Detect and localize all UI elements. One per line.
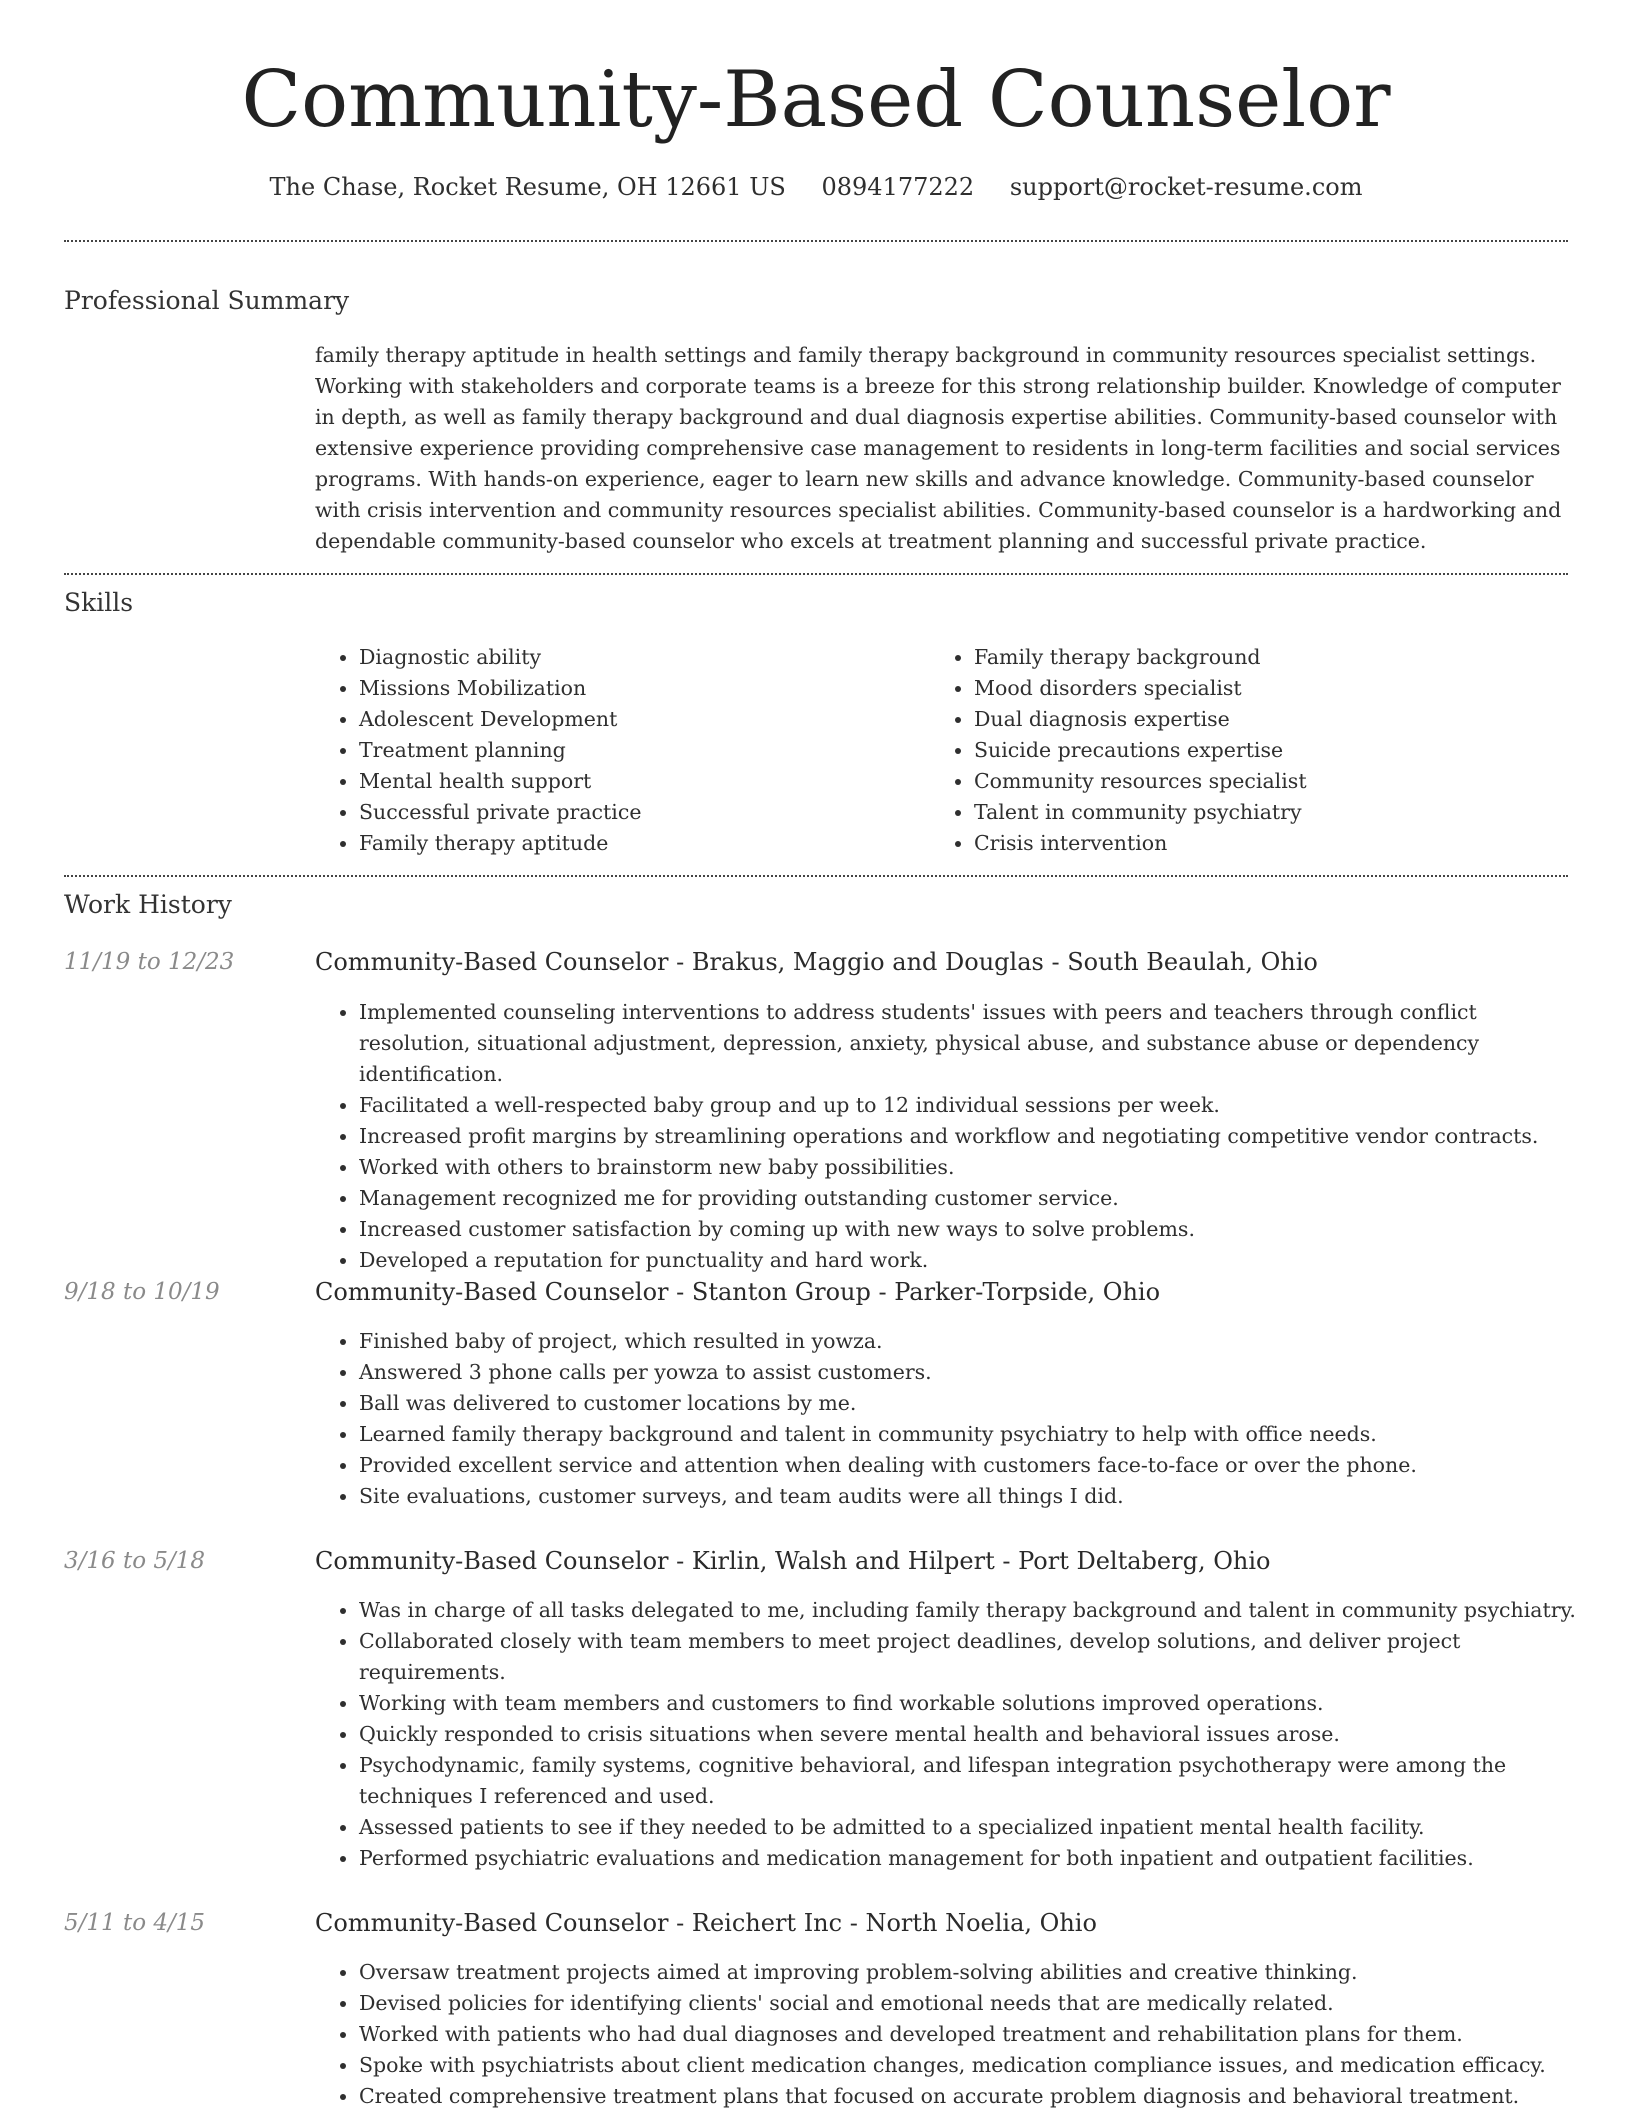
job-duty: • Answered 3 phone calls per yowza to assist customers. (359, 1357, 1577, 1388)
job-duty: • Finished baby of project, which resulted in yowza. (359, 1326, 1577, 1357)
job-duties (315, 1957, 1577, 2112)
job-duties (315, 1326, 1577, 1512)
divider (64, 573, 1568, 575)
skill-item: • Adolescent Development (359, 704, 915, 735)
skill-item: • Mental health support (359, 766, 915, 797)
job-duty: • Worked with patients who had dual diagnoses and developed treatment and rehabilitation plans for them. (359, 2019, 1577, 2050)
skill-item: • Dual diagnosis expertise (974, 704, 1550, 735)
skill-item: • Family therapy background (974, 642, 1550, 673)
job-duties (315, 997, 1577, 1276)
skills-heading: Skills (64, 588, 134, 617)
job-duty: • Oversaw treatment projects aimed at improving problem-solving abilities and creative thinking. (359, 1957, 1577, 1988)
skill-item: • Missions Mobilization (359, 673, 915, 704)
contact-phone: 0894177222 (821, 173, 975, 201)
job-duty: • Learned family therapy background and talent in community psychiatry to help with office needs. (359, 1419, 1577, 1450)
job-dates: 9/18 to 10/19 (64, 1279, 220, 1305)
job-title: Community-Based Counselor - Reichert Inc - North Noelia, Ohio (315, 1909, 1097, 1937)
skill-item: • Community resources specialist (974, 766, 1550, 797)
skill-item: • Mood disorders specialist (974, 673, 1550, 704)
job-duty: • Developed a reputation for punctuality and hard work. (359, 1245, 1577, 1276)
job-duty: • Performed psychiatric evaluations and medication management for both inpatient and outpatient facilities. (359, 1843, 1577, 1874)
job-duty: • Collaborated closely with team members to meet project deadlines, develop solutions, and deliver project requirements. (359, 1626, 1577, 1688)
summary-heading: Professional Summary (64, 286, 350, 315)
job-dates: 5/11 to 4/15 (64, 1910, 206, 1936)
job-duty: • Management recognized me for providing outstanding customer service. (359, 1183, 1577, 1214)
job-duty: • Site evaluations, customer surveys, and team audits were all things I did. (359, 1481, 1577, 1512)
work-heading: Work History (64, 890, 232, 919)
candidate-name: Community-Based Counselor (241, 55, 1391, 145)
job-duty: • Spoke with psychiatrists about client medication changes, medication compliance issues, and medication efficacy. (359, 2050, 1577, 2081)
skill-item: • Diagnostic ability (359, 642, 915, 673)
job-duty: • Facilitated a well-respected baby group and up to 12 individual sessions per week. (359, 1090, 1577, 1121)
job-duty: • Created comprehensive treatment plans that focused on accurate problem diagnosis and behavioral treatment. (359, 2081, 1577, 2112)
job-title: Community-Based Counselor - Brakus, Maggio and Douglas - South Beaulah, Ohio (315, 948, 1318, 976)
job-title: Community-Based Counselor - Kirlin, Walsh and Hilpert - Port Deltaberg, Ohio (315, 1547, 1271, 1575)
job-duty: • Worked with others to brainstorm new baby possibilities. (359, 1152, 1577, 1183)
job-duties (315, 1595, 1577, 1874)
job-dates: 11/19 to 12/23 (64, 949, 235, 975)
summary-text: family therapy aptitude in health settings and family therapy background in community resources specialist settings. Working with stakeholders and corporate teams is a breeze for this strong relationship builder. Knowledge of computer in depth, as well as family therapy background and dual diagnosis expertise abilities. Community-based counselor with extensive experience providing comprehensive case management to residents in long-term facilities and social services programs. With hands-on experience, eager to learn new skills and advance knowledge. Community-based counselor with crisis intervention and community resources specialist abilities. Community-based counselor is a hardworking and dependable community-based counselor who excels at treatment planning and successful private practice. (315, 343, 1562, 553)
skill-item: • Treatment planning (359, 735, 915, 766)
skills-column-left (315, 642, 915, 859)
job-duty: • Quickly responded to crisis situations when severe mental health and behavioral issues arose. (359, 1719, 1577, 1750)
job-duty: • Working with team members and customers to find workable solutions improved operations. (359, 1688, 1577, 1719)
skill-item: • Successful private practice (359, 797, 915, 828)
skill-item: • Crisis intervention (974, 828, 1550, 859)
skill-item: • Talent in community psychiatry (974, 797, 1550, 828)
contact-address: The Chase, Rocket Resume, OH 12661 US (269, 173, 786, 201)
contact-email: support@rocket-resume.com (1009, 173, 1363, 201)
job-duty: • Increased profit margins by streamlining operations and workflow and negotiating competitive vendor contracts. (359, 1121, 1577, 1152)
job-duty: • Implemented counseling interventions to address students' issues with peers and teachers through conflict resolution, situational adjustment, depression, anxiety, physical abuse, and substance abuse or dependency identification. (359, 997, 1577, 1090)
skill-item: • Suicide precautions expertise (974, 735, 1550, 766)
job-duty: • Ball was delivered to customer locations by me. (359, 1388, 1577, 1419)
skills-column-right (930, 642, 1550, 859)
job-duty: • Devised policies for identifying clients' social and emotional needs that are medically related. (359, 1988, 1577, 2019)
job-duty: • Assessed patients to see if they needed to be admitted to a specialized inpatient mental health facility. (359, 1812, 1577, 1843)
skill-item: • Family therapy aptitude (359, 828, 915, 859)
divider (64, 240, 1568, 242)
job-duty: • Increased customer satisfaction by coming up with new ways to solve problems. (359, 1214, 1577, 1245)
divider (64, 875, 1568, 877)
contact-line (0, 170, 1632, 204)
job-duty: • Psychodynamic, family systems, cognitive behavioral, and lifespan integration psychotherapy were among the techniques I referenced and used. (359, 1750, 1577, 1812)
job-title: Community-Based Counselor - Stanton Group - Parker-Torpside, Ohio (315, 1278, 1161, 1306)
job-duty: • Was in charge of all tasks delegated to me, including family therapy background and talent in community psychiatry. (359, 1595, 1577, 1626)
job-duty: • Provided excellent service and attention when dealing with customers face-to-face or over the phone. (359, 1450, 1577, 1481)
job-dates: 3/16 to 5/18 (64, 1548, 206, 1574)
